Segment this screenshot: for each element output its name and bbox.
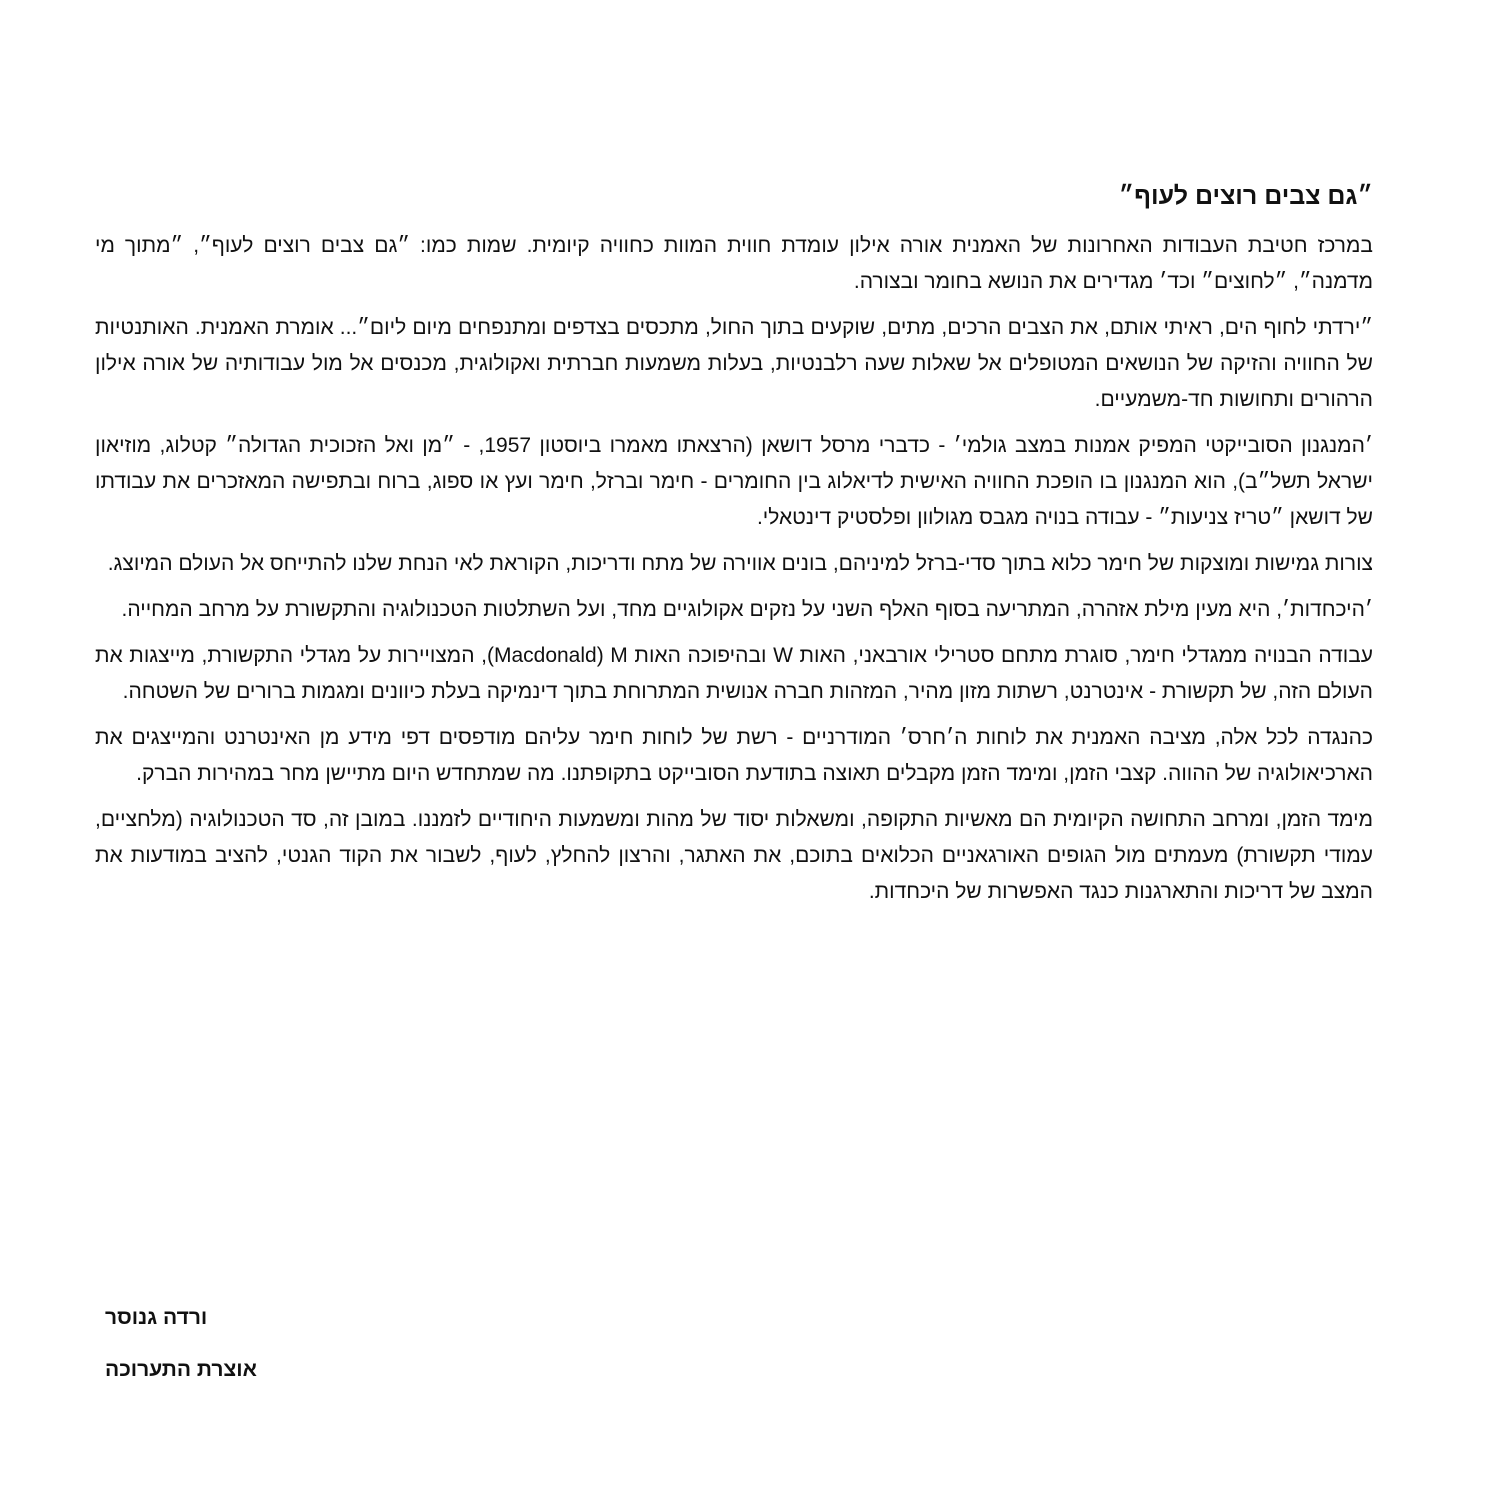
curator-name: ורדה גנוסר xyxy=(105,1306,208,1329)
paragraph-7: כהנגדה לכל אלה, מציבה האמנית את לוחות ה׳חרס׳ המודרניים - רשת של לוחות חימר עליהם מודפסים דפי מידע מן האינטרנט והמייצגים את הארכיאולוגיה של ההווה. קצבי הזמן, ומימד הזמן מקבלים תאוצה בתודעת הסובייקט בתקופתנו. מה שמתחדש היום מתיישן מחר במהירות הברק. xyxy=(95,726,1373,785)
curator-role: אוצרת התערוכה xyxy=(105,1358,257,1381)
paragraph-6: עבודה הבנויה ממגדלי חימר, סוגרת מתחם סטרילי אורבאני, האות W ובהיפוכה האות Macdonald) M), המצויירות על מגדלי התקשורת, מייצגות את העולם הזה, של תקשורת - אינטרנט, רשתות מזון מהיר, המזהות חברה אנושית המתרוחת בתוך דינמיקה בעלת כיוונים ומגמות ברורים של השטחה. xyxy=(95,644,1373,703)
article xyxy=(95,176,1373,920)
paragraph-5: ׳היכחדות׳, היא מעין מילת אזהרה, המתריעה בסוף האלף השני על נזקים אקולוגיים מחד, ועל השתלטות הטכנולוגיה והתקשורת על מרחב המחייה. xyxy=(121,598,1373,621)
paragraph-3: ׳המנגנון הסובייקטי המפיק אמנות במצב גולמי׳ - כדברי מרסל דושאן (הרצאתו מאמרו ביוסטון 1957, - ״מן ואל הזכוכית הגדולה״ קטלוג, מוזיאון ישראל תשל״ב), הוא המנגנון בו הופכת החוויה האישית לדיאלוג בין החומרים - חימר וברזל, חימר ועץ או ספוג, ברוח ובתפישה המאזכרים את עבודתו של דושאן ״טריז צניעות״ - עבודה בנויה מגבס מגולוון ופלסטיק דינטאלי. xyxy=(95,434,1373,529)
paragraph-2: ״ירדתי לחוף הים, ראיתי אותם, את הצבים הרכים, מתים, שוקעים בתוך החול, מתכסים בצדפים ומתנפחים מיום ליום״... אומרת האמנית. האותנטיות של החוויה והזיקה של הנושאים המטופלים אל שאלות שעה רלבנטיות, בעלות משמעות חברתית ואקולוגית, מכנסים אל מול עבודותיה של אורה אילון הרהורים ותחושות חד-משמעיים. xyxy=(95,316,1373,411)
paragraph-1: במרכז חטיבת העבודות האחרונות של האמנית אורה אילון עומדת חווית המוות כחוויה קיומית. שמות כמו: ״גם צבים רוצים לעוף״, ״מתוך מי מדמנה״, ״לחוצים״ וכד׳ מגדירים את הנושא בחומר ובצורה. xyxy=(95,234,1373,293)
paragraph-4: צורות גמישות ומוצקות של חימר כלוא בתוך סדי-ברזל למיניהם, בונים אווירה של מתח ודריכות, הקוראת לאי הנחת שלנו להתייחס אל העולם המיוצג. xyxy=(107,552,1373,575)
article-title: ״גם צבים רוצים לעוף״ xyxy=(1118,182,1373,210)
paragraph-8: מימד הזמן, ומרחב התחושה הקיומית הם מאשיות התקופה, ומשאלות יסוד של מהות ומשמעות היחודיים לזמננו. במובן זה, סד הטכנולוגיה (מלחציים, עמודי תקשורת) מעמתים מול הגופים האורגאניים הכלואים בתוכם, את האתגר, והרצון להחלץ, לעוף, לשבור את הקוד הגנטי, להציב במודעות את המצב של דריכות והתארגנות כנגד האפשרות של היכחדות. xyxy=(95,808,1373,903)
signature-block xyxy=(105,1292,405,1396)
